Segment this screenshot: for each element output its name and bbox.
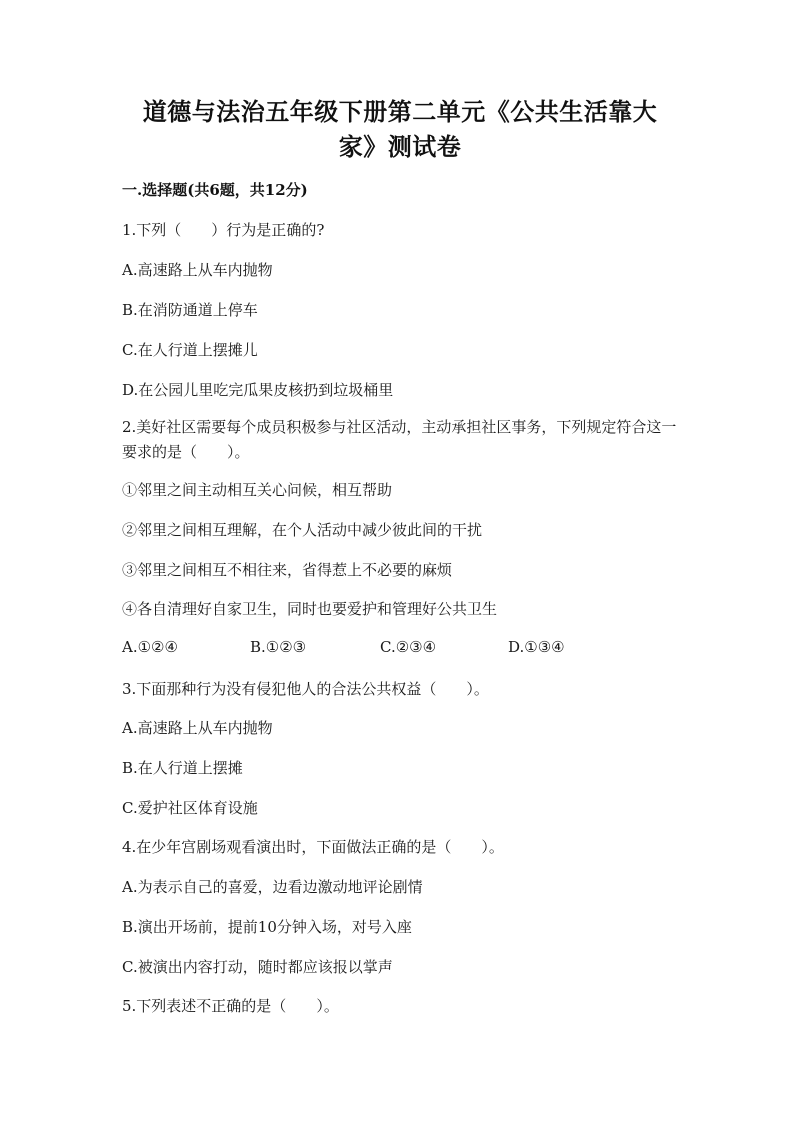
question-3-stem: 3.下面那种行为没有侵犯他人的合法公共权益（ ）。 — [122, 680, 489, 698]
question-4-option-a: A.为表示自己的喜爱，边看边激动地评论剧情 — [122, 878, 423, 896]
question-5-stem: 5.下列表述不正确的是（ ）。 — [122, 997, 339, 1015]
title-line-1: 道德与法治五年级下册第二单元《公共生活靠大 — [142, 97, 658, 126]
question-2-choice-a: A.①②④ — [122, 638, 178, 656]
question-2-statement-3: ③邻里之间相互不相往来，省得惹上不必要的麻烦 — [122, 561, 453, 579]
question-4-option-c: C.被演出内容打动，随时都应该报以掌声 — [122, 958, 393, 976]
question-2-choice-c: C.②③④ — [380, 638, 437, 656]
question-2-choice-b: B.①②③ — [250, 638, 307, 656]
question-1-option-a: A.高速路上从车内抛物 — [122, 261, 273, 279]
question-1-stem: 1.下列（ ）行为是正确的? — [122, 221, 325, 239]
title-line-2: 家》测试卷 — [338, 132, 462, 161]
question-1-option-d: D.在公园儿里吃完瓜果皮核扔到垃圾桶里 — [122, 381, 394, 399]
question-3-option-a: A.高速路上从车内抛物 — [122, 719, 273, 737]
question-2-stem: 2.美好社区需要每个成员积极参与社区活动，主动承担社区事务，下列规定符合这一要求的是（ ）。 — [122, 418, 677, 461]
question-2-choice-d: D.①③④ — [508, 638, 565, 656]
question-4-option-b: B.演出开场前，提前10分钟入场，对号入座 — [122, 918, 412, 936]
question-1-option-c: C.在人行道上摆摊儿 — [122, 341, 258, 359]
question-3-option-b: B.在人行道上摆摊 — [122, 759, 243, 777]
section-header: 一.选择题(共6题，共12分) — [122, 181, 308, 199]
question-2-statement-2: ②邻里之间相互理解，在个人活动中减少彼此间的干扰 — [122, 521, 483, 539]
question-1-option-b: B.在消防通道上停车 — [122, 301, 258, 319]
page-title — [100, 94, 700, 164]
question-3-option-c: C.爱护社区体育设施 — [122, 799, 258, 817]
question-2-statement-1: ①邻里之间主动相互关心问候，相互帮助 — [122, 481, 393, 499]
question-2-statement-4: ④各自清理好自家卫生，同时也要爱护和管理好公共卫生 — [122, 600, 498, 618]
question-4-stem: 4.在少年宫剧场观看演出时，下面做法正确的是（ ）。 — [122, 838, 504, 856]
